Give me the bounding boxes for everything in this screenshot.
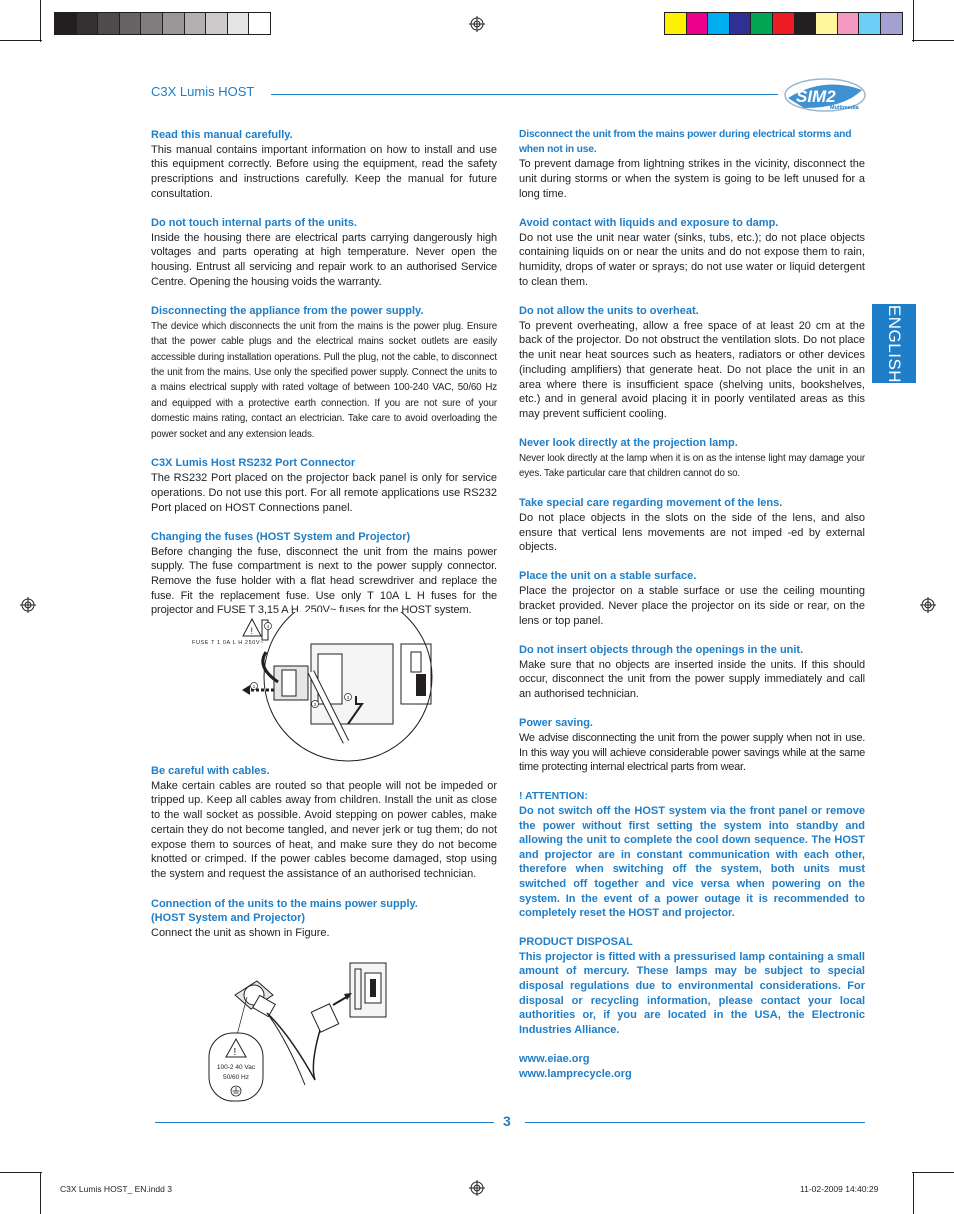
section <box>151 456 497 515</box>
color-swatch <box>880 12 903 35</box>
running-header: C3X Lumis HOST <box>151 84 255 99</box>
section <box>519 304 865 422</box>
section <box>151 764 497 882</box>
section <box>151 304 497 442</box>
section-body: Connect the unit as shown in Figure. <box>151 927 330 940</box>
color-swatch <box>162 12 185 35</box>
section-heading: Disconnect the unit from the mains power during electrical storms and when not in use. <box>519 129 852 155</box>
section-body: Do not place objects in the slots on the side of the lens, and also ensure that vertical lens movements are not imped -ed by external objects. <box>519 511 865 554</box>
footer-rule-left <box>155 1122 494 1123</box>
section-heading: Avoid contact with liquids and exposure to damp. <box>519 217 779 230</box>
color-swatch <box>686 12 709 35</box>
color-swatch <box>772 12 795 35</box>
color-swatch <box>76 12 99 35</box>
section <box>519 716 865 775</box>
slug-file-info: C3X Lumis HOST_ EN.indd 3 <box>60 1184 172 1194</box>
footer-rule-right <box>525 1122 865 1123</box>
frequency-label: 50/60 Hz <box>222 1074 250 1081</box>
section-body: Place the projector on a stable surface or use the ceiling mounting bracket provided. Never place the projector on its side or rear, on the lens or top panel. <box>519 585 865 627</box>
section <box>151 128 497 202</box>
section-body: Make certain cables are routed so that people will not be impeded or tripped up. Keep all cables away from children. Install the unit as close to the wall socket as possible. Avoid stepping on power cables, make certain they do not become tangled, and never jerk or tug them; do not expose them to sources of heat, and make sure they do not become knotted or crimped. If the power cables become damaged, stop using the system and request the assistance of an authorised technician. <box>151 779 497 880</box>
section-body: Make sure that no objects are inserted inside the units. If this should occur, disconnect the unit from the power supply immediately and call an authorised technician. <box>519 658 865 700</box>
section-heading: Power saving. <box>519 717 593 730</box>
section-body: Inside the housing there are electrical parts carrying dangerously high voltages and parts operating at high temperature. Never open the housing. Entrust all servicing and repair work to an authorised Service Centre. Opening the housing voids the warranty. <box>151 231 497 288</box>
section-heading: Place the unit on a stable surface. <box>519 570 697 583</box>
language-tab-label: ENGLISH <box>885 304 904 383</box>
color-swatch <box>227 12 250 35</box>
color-swatch <box>707 12 730 35</box>
section <box>519 569 865 628</box>
step-badge <box>312 701 319 708</box>
section-body: To prevent overheating, allow a free space of at least 20 cm at the back of the projector. Do not obstruct the ventilation slots. Do not place the unit near heat sources such as heaters, radiators or other devices (including amplifiers) that generate heat. Do not place the unit in an area where there is insufficient space (shelving units, bookshelves, etc.) and in general avoid placing it in poorly ventilated areas as this may prevent sufficient cooling. <box>519 319 865 420</box>
section <box>151 530 497 618</box>
section <box>519 496 865 555</box>
color-swatch <box>729 12 752 35</box>
svg-text:!: ! <box>233 1047 237 1058</box>
crop-mark <box>912 40 954 41</box>
section-body: This manual contains important information on how to install and use this equipment correctly. Before using the equipment, read the safety prescriptions and instructions carefully. Keep the manual for future consultation. <box>151 143 497 200</box>
section-heading: (HOST System and Projector) <box>151 912 306 925</box>
color-swatch <box>858 12 881 35</box>
section-heading: Be careful with cables. <box>151 765 270 777</box>
color-swatch <box>815 12 838 35</box>
section-body: The device which disconnects the unit from the mains is the power plug. Ensure that the power cable plugs and the electrical mains socket outlets are easily accessible during installation operations. Pull the plug, not the cable, to disconnect the unit from the mains. Use only the specified power supply. Connect the units to a mains electrical supply with rated voltage of between 100-240 VAC, 50/60 Hz and equipped with a protective earth connection. If you are not sure of your domestic mains rating, contact an electrician. Take care to avoid overloading the power socket and any extension leads. <box>151 320 497 440</box>
section <box>519 128 865 202</box>
section-body: Never look directly at the lamp when it is on as the intense light may damage your eyes. Take particular care that children cannot do so. <box>519 452 865 480</box>
svg-text:!: ! <box>250 626 254 636</box>
voltage-label: 100-2 40 Vac <box>216 1064 256 1071</box>
section-heading: Disconnecting the appliance from the power supply. <box>151 305 424 318</box>
fuse-replacement-figure <box>186 612 486 770</box>
left-column <box>151 128 497 633</box>
section-heading: Connection of the units to the mains power supply. <box>151 897 418 910</box>
section <box>519 436 865 482</box>
color-swatch <box>184 12 207 35</box>
attention-body: Do not switch off the HOST system via the front panel or remove the power without first setting the system into standby and allowing the unit to complete the cool down sequence. The HOST and projector are in constant communication with each other, therefore when switching off the system, both units must switched off together and vice versa when powering on the system. In the event of a power outage it is recommended to completely reset the HOST and projector. <box>519 805 865 920</box>
color-swatch <box>750 12 773 35</box>
registration-mark-icon <box>469 16 485 32</box>
section-heading: Changing the fuses (HOST System and Projector) <box>151 530 411 543</box>
section-heading: Do not touch internal parts of the units. <box>151 217 357 230</box>
section <box>151 897 497 941</box>
section <box>519 643 865 702</box>
link-eiae[interactable]: www.eiae.org <box>519 1052 590 1065</box>
svg-text:3: 3 <box>346 695 350 700</box>
crop-mark <box>913 1172 914 1214</box>
crop-mark <box>40 1172 41 1214</box>
section-heading: Take special care regarding movement of the lens. <box>519 497 783 510</box>
section <box>519 216 865 290</box>
right-column <box>519 128 865 1081</box>
disposal-label: PRODUCT DISPOSAL <box>519 936 633 949</box>
crop-mark <box>0 40 42 41</box>
svg-text:4: 4 <box>266 624 270 629</box>
disposal-block <box>519 935 865 1037</box>
section-body: To prevent damage from lightning strikes in the vicinity, disconnect the unit during storms or when the system is going to be left unused for a long time. <box>519 158 865 200</box>
language-tab <box>872 304 916 383</box>
section <box>151 216 497 290</box>
section-body: The RS232 Port placed on the projector back panel is only for service operations. Do not use this port. For all remote applications use RS232 Port placed on HOST Connections panel. <box>151 472 497 514</box>
left-column-lower <box>151 764 497 955</box>
section-body: Do not use the unit near water (sinks, tubs, etc.); do not place objects containing liquids on or near the units and do not expose them to rain, humidity, drops of water or sprays; do not use water or liquid detergent to clean them. <box>519 231 865 288</box>
color-swatch <box>140 12 163 35</box>
step-badge <box>265 623 272 630</box>
color-swatch <box>248 12 271 35</box>
color-swatch <box>119 12 142 35</box>
color-swatch <box>54 12 77 35</box>
color-swatch <box>837 12 860 35</box>
sim2-logo <box>784 78 866 112</box>
step-badge <box>345 694 352 701</box>
registration-mark-icon <box>469 1180 485 1196</box>
slug-date-info: 11-02-2009 14:40:29 <box>800 1184 879 1194</box>
section-heading: Do not insert objects through the openings in the unit. <box>519 643 804 656</box>
logo-text: SIM2 <box>796 87 836 106</box>
crop-mark <box>0 1172 42 1173</box>
attention-block <box>519 789 865 920</box>
disposal-body: This projector is fitted with a pressurised lamp containing a small amount of mercury. These lamps may be subject to special disposal regulations due to environmental considerations. For disposal or recycling information, please contact your local authorities or, if you are located in the USA, the Electronic Industries Alliance. <box>519 950 865 1036</box>
registration-mark-icon <box>920 597 936 613</box>
crop-mark <box>40 0 41 42</box>
section-heading: Do not allow the units to overheat. <box>519 305 699 318</box>
warning-triangle-icon <box>243 619 261 636</box>
section-heading: C3X Lumis Host RS232 Port Connector <box>151 457 356 470</box>
section-body: We advise disconnecting the unit from the power supply when not in use. In this way you will achieve considerable power savings while at the same time protecting internal electrical parts from wear. <box>519 731 865 774</box>
page-number: 3 <box>503 1113 511 1129</box>
svg-text:1: 1 <box>252 684 256 689</box>
link-lamprecycle[interactable]: www.lamprecycle.org <box>519 1067 632 1080</box>
fuse-label: FUSE T 1 0A L H 250V~ <box>192 640 264 646</box>
step-badge <box>251 683 258 690</box>
color-swatch <box>97 12 120 35</box>
color-swatch <box>794 12 817 35</box>
registration-mark-icon <box>20 597 36 613</box>
header-rule <box>271 94 778 95</box>
color-swatch <box>205 12 228 35</box>
crop-mark <box>913 0 914 42</box>
svg-text:2: 2 <box>313 702 317 707</box>
section-body: Before changing the fuse, disconnect the unit from the mains power supply. The fuse compartment is next to the power supply connector. Remove the fuse holder with a flat head screwdriver and replace the fuse. Fit the replacement fuse. Use only T 10A L H fuses for the projector and FUSE T 3,15 A H, 250V~ fuses for the HOST system. <box>151 545 497 617</box>
crop-mark <box>912 1172 954 1173</box>
section-heading: Read this manual carefully. <box>151 129 293 141</box>
attention-label: ! ATTENTION: <box>519 790 588 803</box>
logo-subtext: Multimedia <box>830 105 859 111</box>
color-swatch <box>664 12 687 35</box>
mains-connection-figure <box>205 955 405 1103</box>
section-heading: Never look directly at the projection lamp. <box>519 437 738 450</box>
